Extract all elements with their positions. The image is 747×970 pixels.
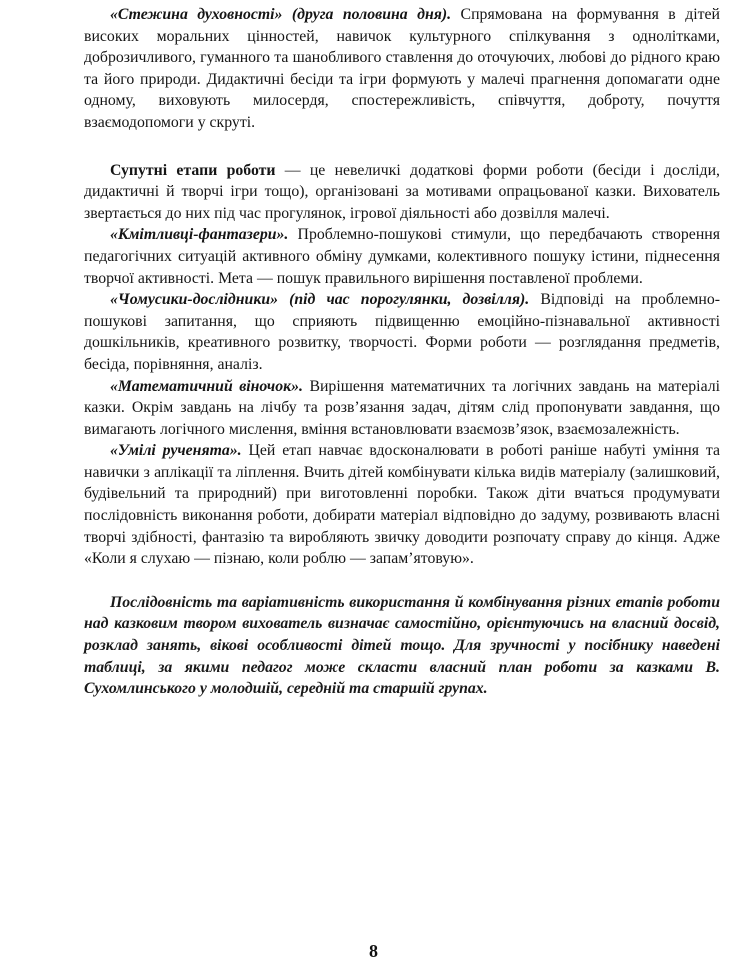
paragraph-text-spiritual-path: Спрямована на формування в дітей високих моральних цінностей, навичок культурного спілкування з однолітками, доброзичливого, гуманного та шанобливого ставлення до оточуючих, любові до рідного краю та його природи. Дидактичні бесіди та ігри формують у малечі прагнення допомагати одне одному, виховують милосердя, спостережливість, співчуття, доброту, почуття взаємодопомоги у скруті. [84, 6, 720, 131]
paragraph-skillful-hands [84, 440, 720, 570]
paragraph-why-explorers [84, 289, 720, 375]
paragraph-math-wreath [84, 376, 720, 441]
paragraph-text-clever-dreamers: Проблемно-пошукові стимули, що передбачають створення педагогічних ситуацій активного обміну думками, колективного пошуку істини, піднесення творчої активності. Мета — пошук правильного вирішення поставленої проблеми. [84, 226, 720, 287]
section-title-spiritual-path: «Стежина духовності» (друга половина дня). [110, 6, 452, 23]
page-number: 8 [369, 941, 378, 961]
paragraph-gap [84, 134, 720, 160]
paragraph-text-why-explorers: Відповіді на проблемно-пошукові запитання, що сприяють підвищенню емоційно-пізнавальної активності дошкільників, креативного розвитку, творчості. Форми роботи — розглядання предметів, бесіда, порівняння, аналіз. [84, 291, 720, 373]
paragraph-accompanying-stages [84, 160, 720, 225]
paragraph-clever-dreamers [84, 224, 720, 289]
section-title-why-explorers: «Чомусики-дослідники» (під час порогулянки, дозвілля). [110, 291, 530, 309]
paragraph-summary: Послідовність та варіативність використання й комбінування різних етапів роботи над казковим твором вихователь визначає самостійно, орієнтуючись на власний досвід, розклад занять, вікові особливості дітей тощо. Для зручності у посібнику наведені таблиці, за якими педагог може скласти власний план роботи за казками В. Сухомлинського у молодшій, середній та старшій групах. [84, 593, 720, 698]
paragraph-gap [84, 570, 720, 592]
section-title-math-wreath: «Математичний віночок». [110, 377, 303, 395]
paragraph-text-math-wreath: Вирішення математичних та логічних завдань на матеріалі казки. Окрім завдань на лічбу та розв’язання задач, дітям слід пропонувати завдання, що вимагають логічного мислення, вміння встановлювати взаємозв’язок, взаємозалежність. [84, 377, 720, 438]
term-accompanying-stages: Супутні етапи роботи [110, 161, 276, 179]
paragraph-text-skillful-hands: Цей етап навчає вдосконалювати в роботі раніше набуті уміння та навички з аплікації та ліплення. Вчить дітей комбінувати кілька видів матеріалу (залишковий, будівельний та природний) при виготовленні поробки. Також діти вчаться продумувати послідовність виконання роботи, добирати матеріал відповідно до задуму, розвивають власні творчі здібності, фантазію та виробляють звичку доводити розпочату справу до кінця. Адже «Коли я слухаю — пізнаю, коли роблю — запам’ятовую». [84, 442, 720, 568]
section-title-clever-dreamers: «Кмітливці-фантазери». [110, 226, 289, 244]
paragraph-spiritual-path [84, 4, 720, 134]
page-body [84, 4, 720, 700]
section-title-skillful-hands: «Умілі рученята». [110, 442, 242, 460]
paragraph-text-accompanying-stages: — це невеличкі додаткові форми роботи (бесіди і досліди, дидактичні й творчі ігри тощо), організовані за мотивами опрацьованої казки. Вихователь звертається до них під час прогулянок, ігрової діяльності або дозвілля малечі. [84, 161, 720, 222]
